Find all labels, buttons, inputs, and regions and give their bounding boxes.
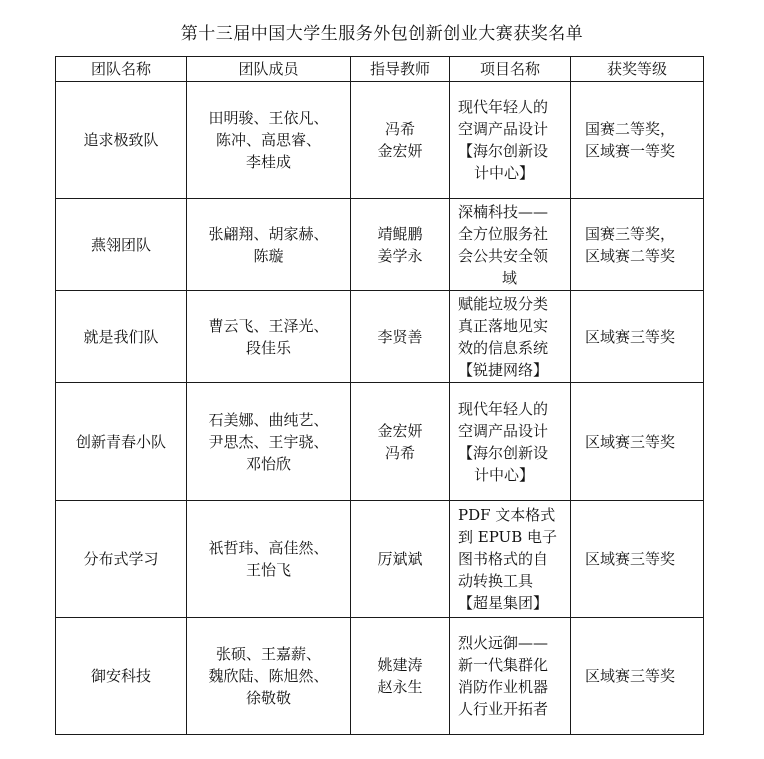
project-line: 动转换工具 xyxy=(458,572,534,590)
award-line: 区域赛一等奖 xyxy=(585,142,676,160)
project-line: 【超星集团】 xyxy=(458,594,549,612)
team-members-cell xyxy=(187,383,351,501)
team-members-cell xyxy=(187,199,351,291)
team-name-cell: 追求极致队 xyxy=(56,82,187,199)
project-line: 现代年轻人的 xyxy=(458,399,549,418)
project-line: 空调产品设计 xyxy=(458,421,549,440)
project-line: 会公共安全领 xyxy=(458,246,549,265)
project-line: 图书格式的自 xyxy=(458,550,549,568)
header-team-name: 团队名称 xyxy=(56,57,187,82)
project-line: 真正落地见实 xyxy=(458,316,549,335)
table-row xyxy=(56,618,704,735)
advisor-cell xyxy=(351,291,450,383)
project-line: 赋能垃圾分类 xyxy=(458,294,549,313)
project-line: 空调产品设计 xyxy=(458,120,549,138)
member-line: 陈冲、高思睿、 xyxy=(215,131,321,149)
advisor-line: 冯希 xyxy=(384,443,415,462)
advisor-line: 金宏妍 xyxy=(377,421,423,440)
project-name-cell xyxy=(450,501,571,618)
advisor-cell xyxy=(351,383,450,501)
member-line: 张翩翔、胡家赫、 xyxy=(208,224,329,243)
award-table xyxy=(55,56,704,735)
award-line: 国赛二等奖， xyxy=(585,120,676,138)
table-row xyxy=(56,383,704,501)
award-line: 区域赛二等奖 xyxy=(585,246,676,265)
award-level-cell xyxy=(571,618,704,735)
member-line: 王怡飞 xyxy=(245,561,291,579)
project-line: 【锐捷网络】 xyxy=(458,360,549,379)
member-line: 段佳乐 xyxy=(245,338,291,357)
project-line: 烈火远御—— xyxy=(458,634,549,652)
member-line: 徐敬敬 xyxy=(245,689,291,707)
member-line: 魏欣陆、陈旭然、 xyxy=(208,667,329,685)
team-members-cell xyxy=(187,291,351,383)
award-line: 区域赛三等奖 xyxy=(585,667,676,685)
project-name-cell xyxy=(450,383,571,501)
project-name-cell xyxy=(450,618,571,735)
award-level-cell xyxy=(571,291,704,383)
project-line: 深楠科技—— xyxy=(458,202,549,221)
team-name-cell: 创新青春小队 xyxy=(56,383,187,501)
team-members-cell xyxy=(187,82,351,199)
table-header xyxy=(56,57,704,82)
member-line: 曹云飞、王泽光、 xyxy=(208,316,329,335)
team-members-cell xyxy=(187,618,351,735)
header-team-members: 团队成员 xyxy=(187,57,351,82)
advisor-line: 金宏妍 xyxy=(377,142,423,160)
project-line: 计中心】 xyxy=(474,164,535,182)
team-name-cell: 就是我们队 xyxy=(56,291,187,383)
award-level-cell xyxy=(571,82,704,199)
project-line: 效的信息系统 xyxy=(458,338,549,357)
project-line: PDF 文本格式 xyxy=(458,506,556,524)
document-title: 第十三届中国大学生服务外包创新创业大赛获奖名单 xyxy=(180,24,584,44)
advisor-cell xyxy=(351,199,450,291)
advisor-cell xyxy=(351,618,450,735)
team-name-cell: 分布式学习 xyxy=(56,501,187,618)
project-line: 人行业开拓者 xyxy=(458,700,549,718)
member-line: 李桂成 xyxy=(245,153,291,171)
award-level-cell xyxy=(571,383,704,501)
member-line: 石美娜、曲纯艺、 xyxy=(208,410,329,429)
team-members-cell xyxy=(187,501,351,618)
header-row xyxy=(56,57,704,82)
award-line: 区域赛三等奖 xyxy=(585,550,676,568)
project-line: 新一代集群化 xyxy=(458,656,549,674)
advisor-line: 赵永生 xyxy=(377,678,423,696)
advisor-line: 厉斌斌 xyxy=(377,550,423,568)
advisor-cell xyxy=(351,501,450,618)
header-award-level: 获奖等级 xyxy=(571,57,704,82)
award-level-cell xyxy=(571,501,704,618)
header-advisor: 指导教师 xyxy=(351,57,450,82)
member-line: 尹思杰、王宇骁、 xyxy=(208,432,329,451)
advisor-line: 冯希 xyxy=(384,120,415,138)
advisor-line: 姜学永 xyxy=(377,246,423,265)
project-line: 现代年轻人的 xyxy=(458,98,549,116)
advisor-line: 李贤善 xyxy=(377,327,423,346)
advisor-line: 姚建涛 xyxy=(377,656,423,674)
table-row xyxy=(56,501,704,618)
award-line: 国赛三等奖， xyxy=(585,224,676,243)
advisor-line: 靖鲲鹏 xyxy=(377,224,423,243)
member-line: 张硕、王嘉薪、 xyxy=(215,645,321,663)
member-line: 祇哲玮、高佳然、 xyxy=(208,539,329,557)
project-line: 全方位服务社 xyxy=(458,224,549,243)
project-name-cell xyxy=(450,82,571,199)
project-line: 【海尔创新设 xyxy=(458,142,549,160)
table-row xyxy=(56,291,704,383)
award-line: 区域赛三等奖 xyxy=(585,327,676,346)
advisor-cell xyxy=(351,82,450,199)
award-line: 区域赛三等奖 xyxy=(585,432,676,451)
project-line: 消防作业机器 xyxy=(458,678,549,696)
team-name-cell: 燕翎团队 xyxy=(56,199,187,291)
member-line: 邓怡欣 xyxy=(245,454,291,473)
table-row xyxy=(56,199,704,291)
award-level-cell xyxy=(571,199,704,291)
project-line: 计中心】 xyxy=(474,465,535,484)
project-line: 域 xyxy=(502,268,518,287)
table-row xyxy=(56,82,704,199)
project-name-cell xyxy=(450,199,571,291)
team-name-cell: 御安科技 xyxy=(56,618,187,735)
project-line: 到 EPUB 电子 xyxy=(458,528,557,546)
member-line: 田明骏、王依凡、 xyxy=(208,109,329,127)
project-name-cell xyxy=(450,291,571,383)
member-line: 陈璇 xyxy=(253,246,284,265)
project-line: 【海尔创新设 xyxy=(458,443,549,462)
header-project-name: 项目名称 xyxy=(450,57,571,82)
table-body xyxy=(56,82,704,735)
